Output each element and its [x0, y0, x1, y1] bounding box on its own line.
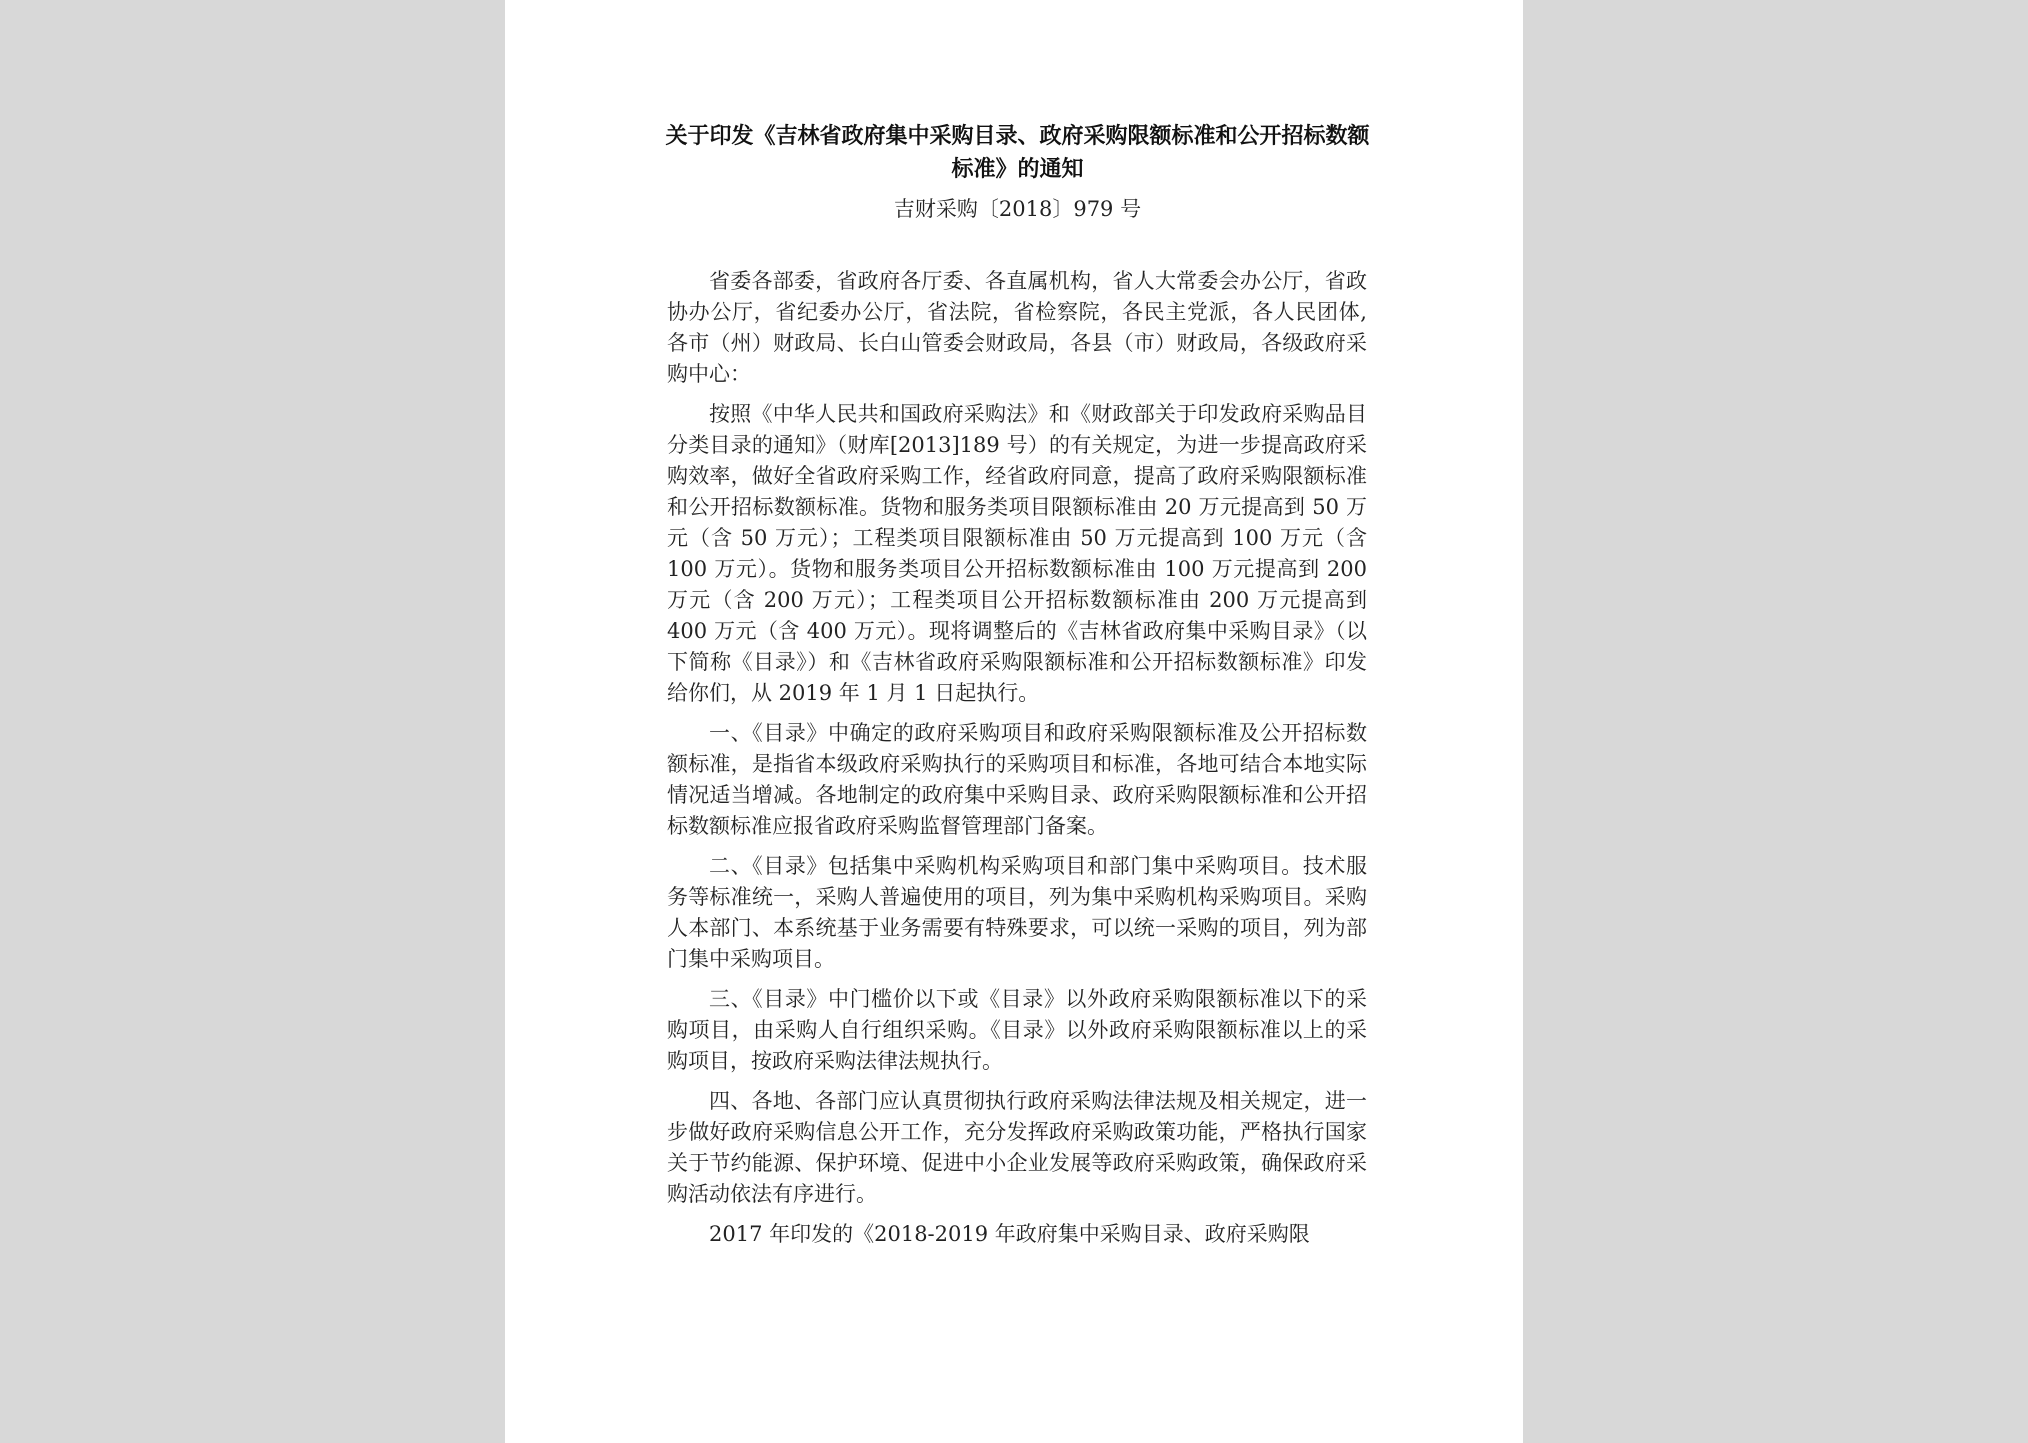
body-paragraph: 按照《中华人民共和国政府采购法》和《财政部关于印发政府采购品目分类目录的通知》（财库[2013]189 号）的有关规定，为进一步提高政府采购效率，做好全省政府采购工作，经省政府同意，提高了政府采购限额标准和公开招标数额标准。货物和服务类项目限额标准由 20 万元提高到 50 万元（含 50 万元）；工程类项目限额标准由 50 万元提高到 100 万元（含 100 万元）。货物和服务类项目公开招标数额标准由 100 万元提高到 200 万元（含 200 万元）；工程类项目公开招标数额标准由 200 万元提高到 400 万元（含 400 万元）。现将调整后的《吉林省政府集中采购目录》（以下简称《目录》）和《吉林省政府采购限额标准和公开招标数额标准》印发给你们，从 2019 年 1 月 1 日起执行。 — [667, 402, 1367, 705]
body-paragraph: 2017 年印发的《2018-2019 年政府集中采购目录、政府采购限 — [709, 1222, 1310, 1246]
body-paragraph: 四、各地、各部门应认真贯彻执行政府采购法律法规及相关规定，进一步做好政府采购信息公开工作，充分发挥政府采购政策功能，严格执行国家关于节约能源、保护环境、促进中小企业发展等政府采购政策，确保政府采购活动依法有序进行。 — [667, 1089, 1367, 1206]
document-title: 关于印发《吉林省政府集中采购目录、政府采购限额标准和公开招标数额标准》的通知 — [665, 124, 1370, 182]
document-body — [667, 266, 1367, 1259]
document-page — [505, 0, 1523, 1443]
body-paragraph: 三、《目录》中门槛价以下或《目录》以外政府采购限额标准以下的采购项目，由采购人自行组织采购。《目录》以外政府采购限额标准以上的采购项目，按政府采购法律法规执行。 — [667, 987, 1367, 1073]
addressee-paragraph: 省委各部委，省政府各厅委、各直属机构，省人大常委会办公厅，省政协办公厅，省纪委办公厅，省法院，省检察院，各民主党派，各人民团体, 各市（州）财政局、长白山管委会财政局，各县（市）财政局，各级政府采购中心： — [667, 269, 1367, 386]
body-paragraph: 一、《目录》中确定的政府采购项目和政府采购限额标准及公开招标数额标准，是指省本级政府采购执行的采购项目和标准，各地可结合本地实际情况适当增减。各地制定的政府集中采购目录、政府采购限额标准和公开招标数额标准应报省政府采购监督管理部门备案。 — [667, 721, 1367, 838]
body-paragraph: 二、《目录》包括集中采购机构采购项目和部门集中采购项目。技术服务等标准统一，采购人普遍使用的项目，列为集中采购机构采购项目。采购人本部门、本系统基于业务需要有特殊要求，可以统一采购的项目，列为部门集中采购项目。 — [667, 854, 1367, 971]
document-number: 吉财采购〔2018〕979 号 — [893, 197, 1142, 221]
